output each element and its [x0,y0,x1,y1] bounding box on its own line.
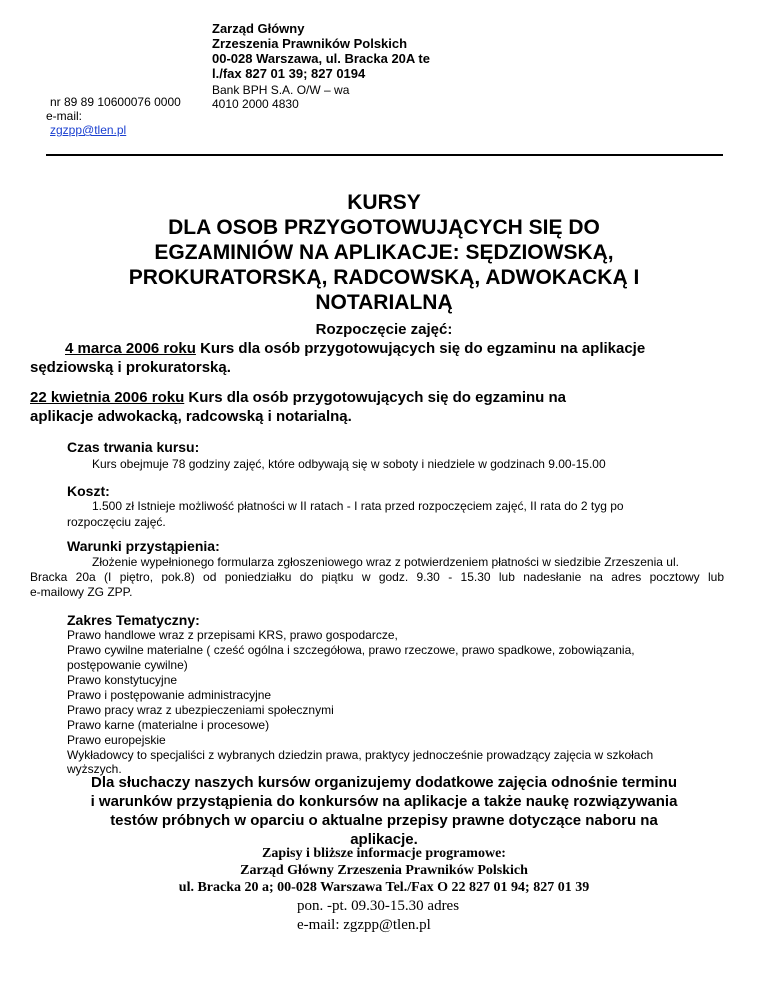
course-1 [30,339,645,377]
lecturers-text-cont: wyższych. [67,762,122,776]
org-line: Zarząd Główny [212,21,305,36]
scope-heading: Zakres Tematyczny: [67,612,200,628]
course-2-text-cont: aplikacje adwokacką, radcowską i notarialną. [30,408,352,425]
scope-item: Prawo cywilne materialne ( cześć ogólna i szczegółowa, prawo rzeczowe, prawo spadkowe, zobowiązania, [67,643,635,657]
conditions-line-2: Bracka 20a (I piętro, pok.8) od poniedziałku do piątku w godz. 9.30 - 15.30 lub nadesłanie na adres pocztowy lub [30,570,724,584]
course-1-text-cont: sędziowską i prokuratorską. [30,359,231,376]
title-line: DLA OSOB PRZYGOTOWUJĄCYCH SIĘ DO [168,216,600,239]
extra-line: i warunków przystąpienia do konkursów na aplikacje a także naukę rozwiązywania [90,793,678,810]
footer-email: e-mail: zgzpp@tlen.pl [297,917,431,933]
contact-left [46,95,181,137]
conditions-line-1: Złożenie wypełnionego formularza zgłoszeniowego wraz z potwierdzeniem płatności w siedzibie Zrzeszenia ul. [92,555,679,569]
cost-line-1: 1.500 zł Istnieje możliwość płatności w II ratach - I rata przed rozpoczęciem zajęć, II rata do 2 tyg po [92,499,624,513]
scope-item: Prawo europejskie [67,733,166,747]
footer-contact [0,845,768,935]
conditions-heading: Warunki przystąpienia: [67,538,220,554]
page-title [60,190,708,315]
title-line: EGZAMINIÓW NA APLIKACJE: SĘDZIOWSKĄ, [154,241,614,264]
course-2-date: 22 kwietnia 2006 roku [30,389,185,406]
title-line: NOTARIALNĄ [315,291,453,314]
org-header [212,21,430,111]
lecturers-text: Wykładowcy to specjaliści z wybranych dziedzin prawa, praktycy jednocześnie prowadzący zajęcia w szkołach [67,748,654,762]
bank-name: Bank BPH S.A. O/W – wa [212,83,350,97]
course-2-text: Kurs dla osób przygotowujących się do egzaminu na [184,389,566,406]
scope-item: Prawo i postępowanie administracyjne [67,688,272,702]
scope-item: postępowanie cywilne) [67,658,188,672]
duration-text: Kurs obejmuje 78 godziny zajęć, które odbywają się w soboty i niedziele w godzinach 9.00-15.00 [92,457,606,471]
scope-item: Prawo handlowe wraz z przepisami KRS, prawo gospodarcze, [67,628,398,642]
footer-line-3: ul. Bracka 20 a; 00-028 Warszawa Tel./Fax O 22 827 01 94; 827 01 39 [178,880,590,895]
scope-item: Prawo konstytucyjne [67,673,178,687]
email-label: e-mail: [46,109,83,123]
course-1-text: Kurs dla osób przygotowujących się do egzaminu na aplikacje [195,340,646,357]
footer-line-1: Zapisy i bliższe informacje programowe: [262,846,506,861]
extra-info [0,773,768,849]
extra-line: Dla słuchaczy naszych kursów organizujemy dodatkowe zajęcia odnośnie terminu [91,774,677,791]
org-line: Zrzeszenia Prawników Polskich [212,36,408,51]
org-line: 00-028 Warszawa, ul. Bracka 20A te [212,51,430,66]
header-divider-right [592,154,723,156]
start-heading: Rozpoczęcie zajęć: [315,321,453,338]
extra-line: aplikacje. [350,831,418,848]
course-1-date: 4 marca 2006 roku [65,340,196,357]
footer-line-2: Zarząd Główny Zrzeszenia Prawników Polskich [240,863,528,878]
extra-line: testów próbnych w oparciu o aktualne przepisy prawne dotyczące naboru na [110,812,658,829]
conditions-line-3: e-mailowy ZG ZPP. [30,585,133,599]
email-link[interactable]: zgzpp@tlen.pl [50,123,127,137]
scope-list [67,628,653,776]
account-number-part2: 4010 2000 4830 [212,97,299,111]
scope-item: Prawo pracy wraz z ubezpieczeniami społecznymi [67,703,334,717]
scope-item: Prawo karne (materialne i procesowe) [67,718,270,732]
footer-hours: pon. -pt. 09.30-15.30 adres [297,898,460,914]
cost-line-2: rozpoczęciu zajęć. [67,515,166,529]
title-line: PROKURATORSKĄ, RADCOWSKĄ, ADWOKACKĄ I [128,266,640,289]
account-number-part1: nr 89 89 10600076 0000 [50,95,181,109]
duration-heading: Czas trwania kursu: [67,439,200,455]
course-2 [30,388,566,426]
org-line: l./fax 827 01 39; 827 0194 [212,66,366,81]
cost-heading: Koszt: [67,483,110,499]
title-line: KURSY [347,191,421,214]
header-divider [46,154,592,156]
